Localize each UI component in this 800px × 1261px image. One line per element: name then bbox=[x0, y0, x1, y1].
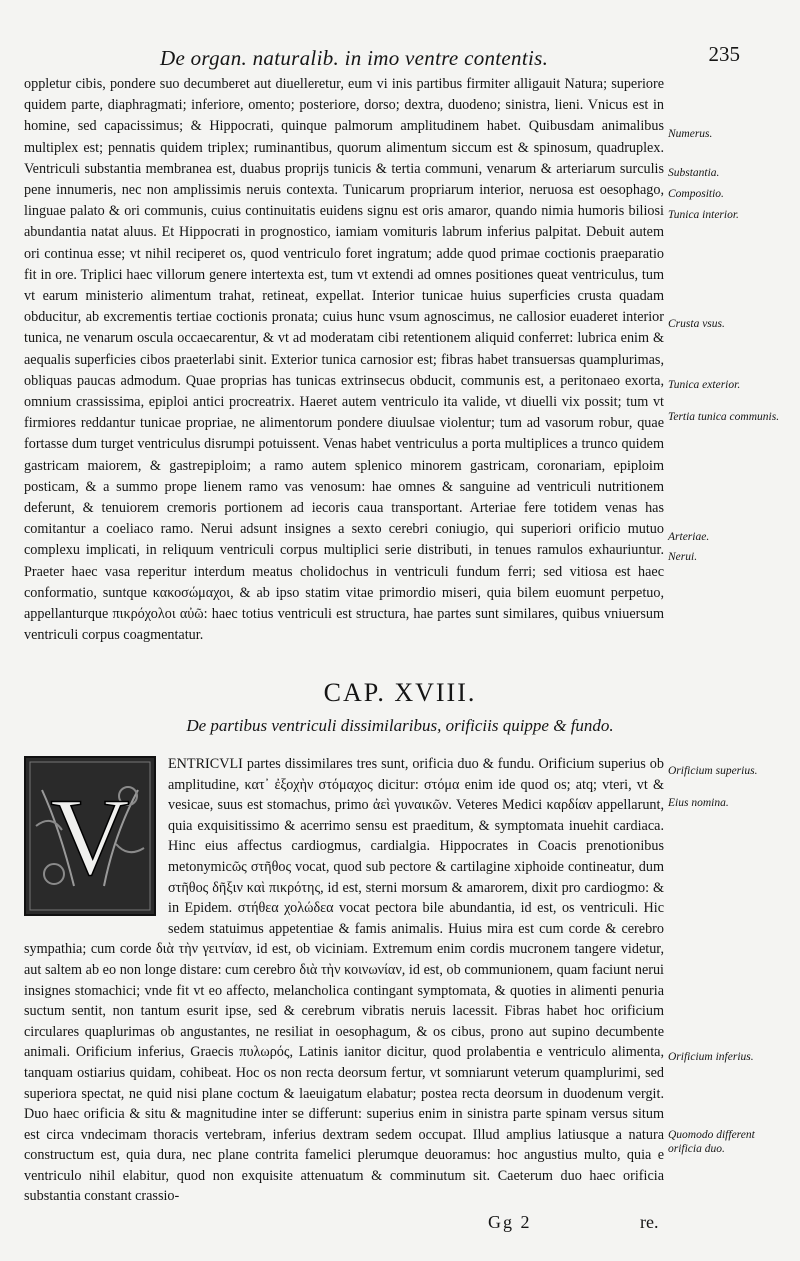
chapter-text bbox=[24, 754, 664, 1207]
margin-note-substantia: Substantia. bbox=[668, 167, 720, 179]
margin-note-orificium-inferius: Orificium inferius. bbox=[668, 1051, 754, 1063]
margin-note-tunica-exterior: Tunica exterior. bbox=[668, 379, 741, 391]
catchword: re. bbox=[640, 1212, 659, 1232]
signature-mark: Gg 2 bbox=[488, 1212, 532, 1232]
running-header bbox=[140, 38, 740, 78]
chapter-subtitle: De partibus ventriculi dissimilaribus, orificiis quippe & fundo. bbox=[186, 716, 614, 735]
margin-note-orificium-superius: Orificium superius. bbox=[668, 765, 758, 777]
margin-note-compositio: Compositio. bbox=[668, 188, 724, 200]
margin-note-numerus: Numerus. bbox=[668, 128, 713, 140]
ornamental-initial-icon bbox=[24, 756, 156, 916]
page-number: 235 bbox=[708, 42, 740, 66]
margin-note-tertia-tunica: Tertia tunica communis. bbox=[668, 411, 780, 423]
margin-note-tunica-interior: Tunica interior. bbox=[668, 209, 739, 221]
decorated-initial bbox=[24, 756, 156, 916]
margin-note-arteriae: Arteriae. bbox=[668, 531, 710, 543]
body-text bbox=[24, 74, 664, 646]
svg-text:V: V bbox=[50, 776, 130, 898]
running-title: De organ. naturalib. in imo ventre contentis. bbox=[160, 46, 549, 70]
margin-note-nerui: Nerui. bbox=[668, 551, 698, 563]
margin-note-eius-nomina: Eius nomina. bbox=[668, 797, 729, 809]
chapter-paragraph: ENTRICVLI partes dissimilares tres sunt, orificia duo & fundu. Orificium superius ob amplitudine, κατ᾽ ἐξοχὴν στόμαχος dicitur: στόμα enim ide quod os; atq; vteri, vt & vesicae, suus est stomachus, primo ἀεὶ γυναικῶν. Veteres Medici καρδίαν appellarunt, quia exquisitissimo & acerrimo sensu est praeditum, & symptomata inuehit cardiaca. Hinc eius affectus cardiogmus, cardialgia. Hippocrates in Coacis prenotionibus metonymicῶς στῆθος vocat, quod sub pectore & cartilagine xiphoide contineatur, dum στῆθος δῆξιν καὶ πικρότης, id est, sterni morsum & amarorem, dixit pro cardiogmo: & in Epidem. στήθεα χολώδεα vocat pectora bile abundantia, id est, os ventriculi. Hic sedem statuimus appetentiae & famis animalis. Huius mira est cum corde & cerebro sympathia; cum corde διὰ τὴν γειτνίαν, id est, ob viciniam. Extremum enim cordis mucronem tangere videtur, aut saltem ab eo non longe distare: cum cerebro διὰ τὴν κοινωνίαν, id est, ob communionem, quam faciunt nerui insignes stomachici; vnde fit vt eo affecto, melancholica contingant symptomata, & quoties in alimenti penuria suctum sentit, non tantum esurit ipse, sed & cerebrum vibratis neruis lacessit. Fibras habet hoc orificium circulares quaplurimas ob angustantes, ne resiliat in oesophagum, & os cibus, prono aut supino decumbente animali. Orificium inferius, Graecis πυλωρός, Latinis ianitor dicitur, quod prolabentia e ventriculo alimenta, tanquam ostiarius quidam, cohibeat. Hoc os non recta deorsum fertur, vt somniarunt veterum quamplurimi, sed superiora spectat, ne quid nisi plane coctum & laeuigatum elabatur; postea recta deorsum in duodenum vergit. Duo haec orificia & situ & magnitudine inter se differunt: superius enim in sinistra parte spinam versus situm est circa vndecimam thoracis vertebram, inferius dextram sedem occupat. Illud amplius latiusque a natura constructum est, quia dura, nec plane contrita famelici plerumque deuoramus: hoc angustius multo, quia e ventriculo nihil elabitur, quod non exquisite attenuatum & comminutum sit. Caeterum duo haec orificia substantia constant crassio- bbox=[24, 756, 664, 1205]
body-paragraph: oppletur cibis, pondere suo decumberet aut diuelleretur, eum vi inis partibus firmiter alligauit Natura; superiore quidem parte, diaphragmati; inferiore, omento; posteriore, dorso; dextra, duodeno; sinistra, lieni. Vnicus est in homine, sed capacissimus; & Hippocrati, quinque palmorum amplitudinem habet. Quibusdam animalibus multiplex est; pennatis quidem triplex; ruminantibus, quorum alimentum siccum est & spinosum, quadruplex. Ventriculi substantia membranea est, duabus proprijs tunicis & tertia communi, venarum & arteriarum surculis pene innumeris, nec non amplissimis neruis contexta. Tunicarum propriarum interior, neruosa est oesophago, linguae palato & ori communis, cuius continuitatis euidens signu est oris amaror, quando nimia humoris biliosi abundantia natat aluus. Et Hippocrati in prognostico, iamiam vomituris labrum inferius palpitat. Debuit autem ori continua esse; vt nihil reciperet os, quod ventriculo foret ingratum; adde quod primae coctionis praeparatio fit in ore. Triplici haec villorum genere intertexta est, tum vt extendi ad omnes positiones queat ventriculus, tum vt earum ministerio alimentum trahat, retineat, expellat. Interior tunicae huius superficies crusta quadam obducitur, ab excrementis tertiae coctionis pronata; cuius hunc vsum agnoscimus, ne callosior euaderet interior tunica, ne venarum oscula occaecarentur, & vt ad moderatam cibi retentionem aliquid conferret: lubrica enim & aequalis superficies cibos praeterlabi sinit. Exterior tunica carnosior est; fibras habet transuersas quamplurimas, obliquas paucas admodum. Quae proprias has tunicas extrinsecus obducit, communis est, a peritonaeo exorta, omnium crassissima, epiploi antici procreatrix. Haeret autem ventriculo ita valide, vt diuelli vix possit; tum vt firmiores reddantur tunicae propriae, ne alimentorum pondere diuulsae violentur; tum ad vasorum robur, quae fortasse dum turget ventriculus disrumpi potuissent. Venas habet ventriculus a porta multiplices a trunco quidem gastricam maiorem, & gastrepiploim; a ramo autem splenico minorem gastricam, coronariam, epiploim posticam, & a summo prope lienem ramo vas venosum: hae omnes & sanguine ad ventriculi nutritionem deferunt, & tenuiorem cremoris portionem ad iecoris caua transportant. Arteriae fere totidem venas has comitantur a coeliaco ramo. Nerui adsunt insignes a sexto cerebri coniugio, qui superiori orificio mutuo complexu implicati, in reliquum ventriculi corpus multiplici serie distributi, in tenues ramulos exhauriuntur. Praeter haec vasa reperitur interdum meatus cholidochus in ventriculi fundum ferri; sed vitiosa est haec conformatio, suntque κακοσώμαχοι, & ab ipso statim vitae primordio miseri, quia bilem euomunt perpetuo, appellanturque πικρόχολοι αὐῶ: haec totius ventriculi est structura, hae partes sunt similares, quibus vniuersum ventriculi corpus coagmentatur. bbox=[24, 76, 664, 644]
margin-note-crusta-vsus: Crusta vsus. bbox=[668, 318, 725, 330]
margin-note-quomodo-differant: Quomodo different orificia duo. bbox=[668, 1129, 755, 1155]
chapter-heading: CAP. XVIII. bbox=[323, 678, 477, 707]
